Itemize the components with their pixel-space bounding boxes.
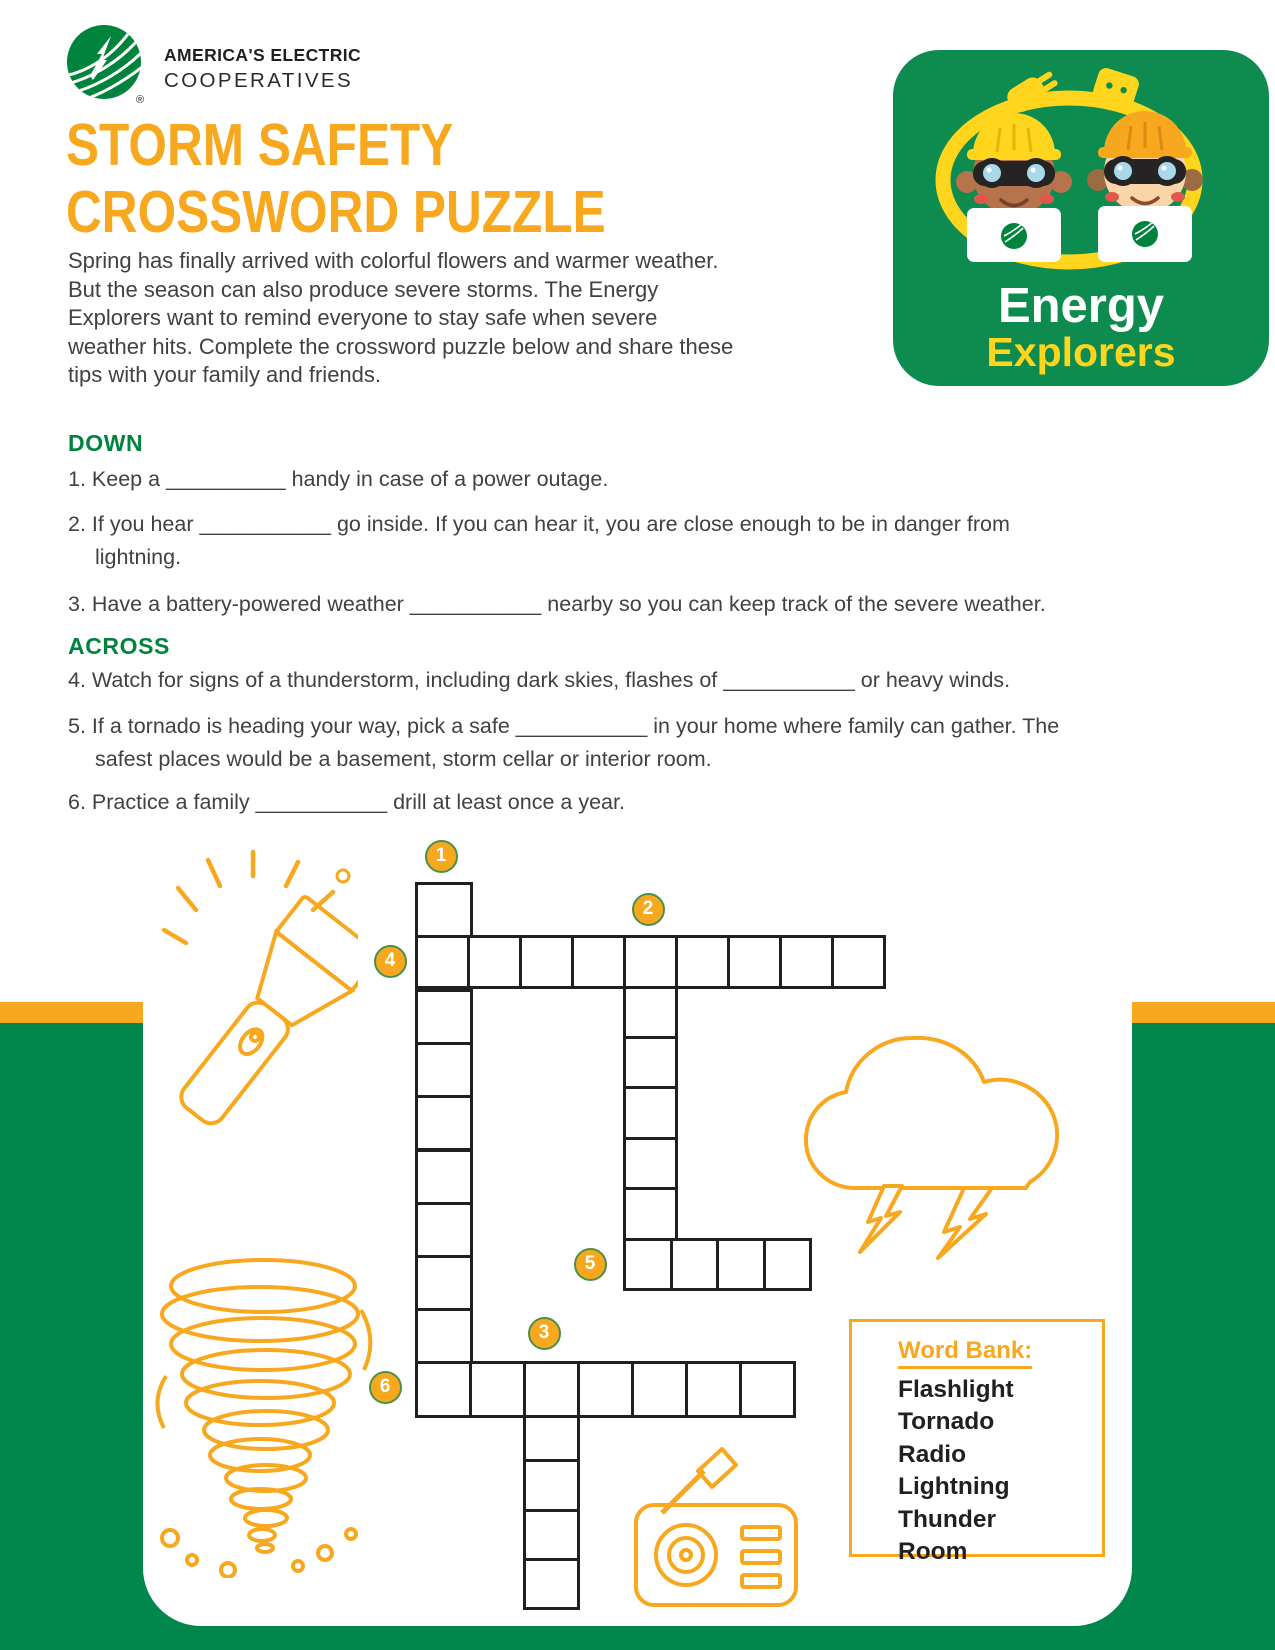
left-accent-bar [0,1002,143,1023]
clue-down-2: 2. If you hear ___________ go inside. If you can hear it, you are close enough to be in danger from lightning. [68,512,1010,569]
badge-title-line1: Energy [997,279,1165,333]
word-bank-item: Flashlight [898,1376,1014,1403]
crossword-cell[interactable] [571,935,626,989]
word-bank-item: Thunder [898,1505,996,1533]
across-heading: ACROSS [68,633,171,659]
radio-illustration [628,1443,808,1613]
wordmark-line2: COOPERATIVES [164,69,354,92]
lightning-bolt-icon [938,1188,992,1258]
page-title [66,112,606,246]
clue-down-1: 1. Keep a __________ handy in case of a power outage. [68,467,609,491]
crossword-cell[interactable] [727,935,782,989]
wordmark-line1: AMERICA'S ELECTRIC [164,45,362,65]
word-bank-item: Radio [898,1440,967,1468]
crossword-cell[interactable] [415,935,470,989]
crossword-cell[interactable] [415,935,473,991]
coop-logo-wordmark [164,45,361,93]
word-bank-item: Room [898,1538,968,1566]
crossword-cell[interactable] [623,935,678,988]
registered-mark: ® [136,94,145,106]
clue-across-4: 4. Watch for signs of a thunderstorm, including dark skies, flashes of ___________ or heavy winds. [68,668,1011,692]
word-bank-box [849,1319,1105,1566]
energy-explorers-badge [893,50,1269,386]
lightning-bolt-icon [860,1186,902,1252]
tornado-illustration [148,1248,380,1578]
clue-across-6: 6. Practice a family ___________ drill at least once a year. [68,790,625,814]
clue-number-badge: 6 [369,1371,402,1404]
right-accent-bar [1132,1002,1275,1023]
crossword-cell[interactable] [519,935,574,989]
clue-number-badge: 5 [574,1248,607,1281]
clue-number-badge: 4 [374,945,407,978]
storm-cloud-illustration [788,1000,1090,1260]
crossword-cell[interactable] [675,935,730,989]
flashlight-illustration [158,848,358,1188]
crossword-cell[interactable] [467,935,522,989]
page-title-line2: CROSSWORD PUZZLE [66,179,606,245]
clue-number-badge: 2 [632,893,665,926]
clue-across-5: 5. If a tornado is heading your way, pick a safe ___________ in your home where family can gather. The safest places would be a basement, storm cellar or interior room. [68,714,1060,771]
clue-number-badge: 3 [528,1317,561,1350]
down-heading: DOWN [68,430,144,456]
page-title-line1: STORM SAFETY [66,112,454,178]
intro-paragraph: Spring has finally arrived with colorful flowers and warmer weather. But the season can also produce severe storms. The Energy Explorers want to remind everyone to stay safe when severe weather hits. Complete the crossword puzzle below and share these tips with your family and friends. [68,248,734,388]
word-bank-item: Lightning [898,1473,1010,1501]
clue-down-3: 3. Have a battery-powered weather ___________ nearby so you can keep track of the severe weather. [68,592,1046,616]
crossword-cell[interactable] [779,935,834,989]
crossword-cell[interactable] [415,882,473,938]
badge-title-line2: Explorers [986,329,1176,375]
word-bank-item: Tornado [898,1408,995,1436]
word-bank-heading: Word Bank: [898,1337,1032,1369]
clue-number-badge: 1 [425,840,458,873]
crossword-cell[interactable] [831,935,886,989]
crossword-cell[interactable] [623,935,678,989]
